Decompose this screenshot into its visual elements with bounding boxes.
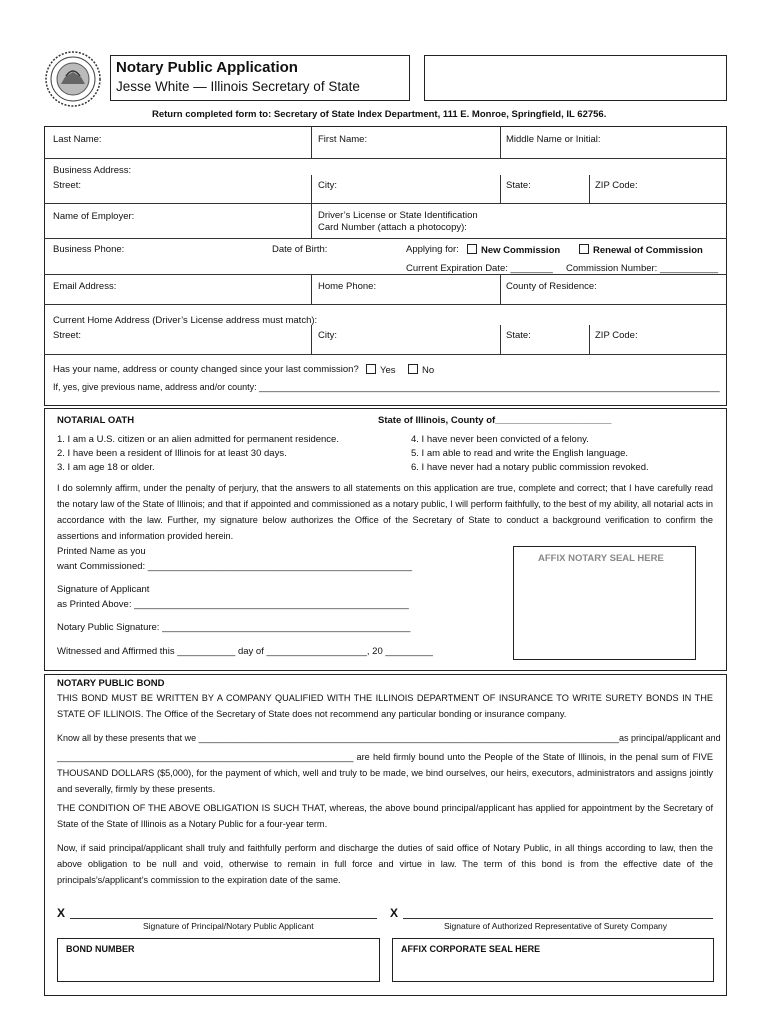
oath-item-5: 5. I am able to read and write the English language. xyxy=(411,448,629,459)
applying-for-label: Applying for: xyxy=(406,244,459,255)
signature-label: Signature of Applicant xyxy=(57,584,150,595)
changed-no-option[interactable]: No xyxy=(408,364,434,376)
previous-info-field[interactable]: If, yes, give previous name, address and/or county: ____________________________________________________________________________________________ xyxy=(53,382,720,392)
expiration-date-field[interactable]: Current Expiration Date: ________ xyxy=(406,263,553,274)
home-phone-field[interactable]: Home Phone: xyxy=(318,281,377,292)
oath-item-3: 3. I am age 18 or older. xyxy=(57,462,155,473)
bond-heading: NOTARY PUBLIC BOND xyxy=(57,678,165,689)
no-checkbox[interactable] xyxy=(408,364,418,374)
business-zip-field[interactable]: ZIP Code: xyxy=(595,180,638,191)
license-label-1: Driver’s License or State Identification xyxy=(318,210,478,221)
business-address-label: Business Address: xyxy=(53,165,132,176)
county-field[interactable]: County of Residence: xyxy=(506,281,597,292)
oath-heading: NOTARIAL OATH xyxy=(57,415,135,426)
dob-field[interactable]: Date of Birth: xyxy=(272,244,328,255)
home-state-field[interactable]: State: xyxy=(506,330,531,341)
office-use-box xyxy=(424,55,727,101)
surety-signature-caption: Signature of Authorized Representative of Surety Company xyxy=(444,921,668,931)
corporate-seal-label: AFFIX CORPORATE SEAL HERE xyxy=(401,944,541,954)
renewal-option[interactable]: Renewal of Commission xyxy=(579,244,703,256)
business-phone-field[interactable]: Business Phone: xyxy=(53,244,125,255)
notary-seal-label: AFFIX NOTARY SEAL HERE xyxy=(538,553,664,564)
home-address-label: Current Home Address (Driver’s License address must match): xyxy=(53,315,318,326)
applicant-signature-field[interactable]: as Printed Above: ____________________________________________________ xyxy=(57,599,409,610)
county-oath-field[interactable]: State of Illinois, County of______________________ xyxy=(378,415,612,426)
surety-signature-x: X xyxy=(390,906,399,920)
witnessed-field[interactable]: Witnessed and Affirmed this ___________ day of ___________________, 20 _________ xyxy=(57,646,433,657)
new-commission-option[interactable]: New Commission xyxy=(467,244,560,256)
principal-field[interactable]: Know all by these presents that we ____________________________________________________________________________________as principal/applicant and xyxy=(57,733,721,743)
home-street-field[interactable]: Street: xyxy=(53,330,81,341)
principal-signature-line[interactable] xyxy=(70,918,377,919)
changed-yes-option[interactable]: Yes xyxy=(366,364,396,376)
corporate-seal-box xyxy=(392,938,714,982)
yes-checkbox[interactable] xyxy=(366,364,376,374)
state-seal-logo xyxy=(44,50,102,108)
return-instructions: Return completed form to: Secretary of State Index Department, 111 E. Monroe, Springfield, IL 62756. xyxy=(152,109,607,120)
business-state-field[interactable]: State: xyxy=(506,180,531,191)
bond-condition: THE CONDITION OF THE ABOVE OBLIGATION IS SUCH THAT, whereas, the above bound principal/applicant has applied for appointment by the Secretary of State of the State of Illinois as a Notary Public for a four-year term. xyxy=(57,803,713,829)
printed-name-label: Printed Name as you xyxy=(57,546,146,557)
title-box xyxy=(110,55,410,101)
bond-intro: THIS BOND MUST BE WRITTEN BY A COMPANY QUALIFIED WITH THE ILLINOIS DEPARTMENT OF INSURANCE TO WRITE SURETY BONDS IN THE STATE OF ILLINOIS. The Office of the Secretary of State does not recommend any particular bonding or insurance company. xyxy=(57,693,713,719)
first-name-field[interactable]: First Name: xyxy=(318,134,368,145)
notary-signature-field[interactable]: Notary Public Signature: _______________________________________________ xyxy=(57,622,411,633)
business-city-field[interactable]: City: xyxy=(318,180,337,191)
middle-name-field[interactable]: Middle Name or Initial: xyxy=(506,134,601,145)
license-label-2[interactable]: Card Number (attach a photocopy): xyxy=(318,222,467,233)
oath-item-4: 4. I have never been convicted of a felony. xyxy=(411,434,589,445)
email-field[interactable]: Email Address: xyxy=(53,281,117,292)
new-commission-checkbox[interactable] xyxy=(467,244,477,254)
renewal-checkbox[interactable] xyxy=(579,244,589,254)
printed-name-field[interactable]: want Commissioned: __________________________________________________ xyxy=(57,561,412,572)
bond-number-label: BOND NUMBER xyxy=(66,944,135,954)
oath-affirmation: I do solemnly affirm, under the penalty of perjury, that the answers to all statements on this application are true, complete and correct; that I have carefully read the notary law of the State of Illinois; and that if appointed and commissioned as a notary public, I will perform faithfully, to the best of my ability, all notarial acts in accordance with the law. Further, my signature below authorizes the Office of the Secretary of State to conduct a background verification to confirm the assertions and information provided herein. xyxy=(57,483,713,541)
changed-question: Has your name, address or county changed since your last commission? xyxy=(53,364,359,375)
principal-signature-caption: Signature of Principal/Notary Public Applicant xyxy=(143,921,314,931)
oath-item-1: 1. I am a U.S. citizen or an alien admitted for permanent residence. xyxy=(57,434,339,445)
bond-now-if: Now, if said principal/applicant shall truly and faithfully perform and discharge the duties of said office of Notary Public, in all things according to law, then the above obligation to be null and void, otherwise to remain in full force and virtue in law. The term of this bond is from the effective date of the principals’s/applicant’s commission to the expiration date of the same. xyxy=(57,843,713,885)
home-city-field[interactable]: City: xyxy=(318,330,337,341)
home-zip-field[interactable]: ZIP Code: xyxy=(595,330,638,341)
bond-number-box[interactable] xyxy=(57,938,380,982)
employer-field[interactable]: Name of Employer: xyxy=(53,211,135,222)
oath-item-2: 2. I have been a resident of Illinois for at least 30 days. xyxy=(57,448,287,459)
last-name-field[interactable]: Last Name: xyxy=(53,134,102,145)
surety-signature-line[interactable] xyxy=(403,918,713,919)
business-street-field[interactable]: Street: xyxy=(53,180,81,191)
page-subtitle: Jesse White — Illinois Secretary of State xyxy=(116,79,360,94)
page-title: Notary Public Application xyxy=(116,59,298,76)
oath-item-6: 6. I have never had a notary public commission revoked. xyxy=(411,462,649,473)
commission-number-field[interactable]: Commission Number: ___________ xyxy=(566,263,719,274)
bond-held-firmly[interactable]: __________________________________________________________ are held firmly bound unto the People of the State of Illinois, in the penal sum of FIVE THOUSAND DOLLARS ($5,000), for the payment of which, well and truly to be made, we bind ourselves, our heirs, executors, administrators and assigns jointly and severally, firmly by these presents. xyxy=(57,752,713,794)
principal-signature-x: X xyxy=(57,906,66,920)
notary-seal-box xyxy=(513,546,696,660)
